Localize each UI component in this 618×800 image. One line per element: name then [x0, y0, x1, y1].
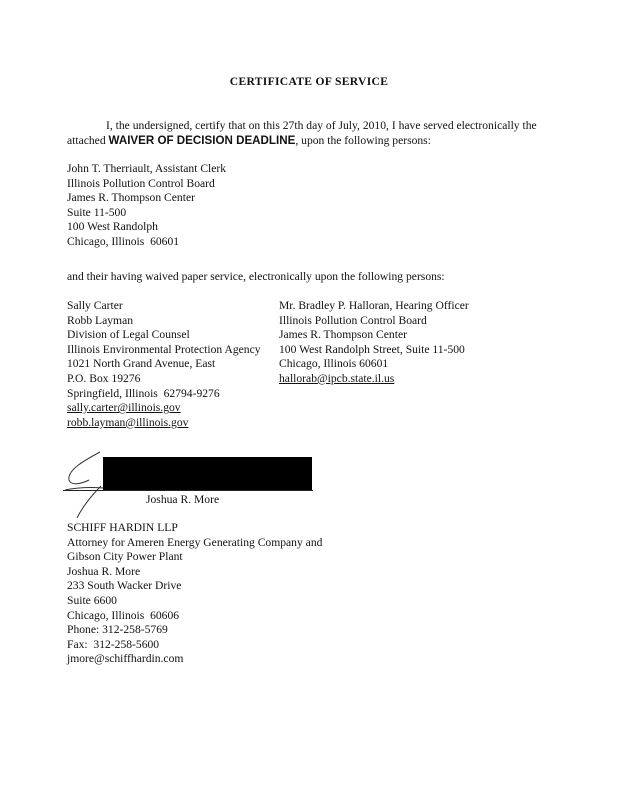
recipient-line: Sally Carter [67, 299, 123, 312]
recipient-line: Illinois Pollution Control Board [279, 313, 427, 327]
firm-line: Joshua R. More [67, 564, 141, 578]
recipient-line: Springfield, Illinois 62794-9276 [67, 386, 220, 400]
recipient-line: Division of Legal Counsel [67, 328, 190, 342]
recipient-line: P.O. Box 19276 [67, 371, 141, 385]
recipient-line: Chicago, Illinois 60601 [279, 357, 389, 371]
firm-line: Fax: 312-258-5600 [67, 637, 160, 651]
clerk-line: John T. Therriault, Assistant Clerk [67, 162, 227, 175]
firm-line: Chicago, Illinois 60606 [67, 608, 180, 622]
signer-name: Joshua R. More [146, 493, 220, 506]
email-link[interactable]: sally.carter@illinois.gov [67, 401, 181, 415]
firm-email[interactable]: jmore@schiffhardin.com [67, 652, 184, 666]
recipient-left [67, 299, 261, 430]
firm-line: Gibson City Power Plant [67, 550, 183, 564]
firm-line: Phone: 312-258-5769 [67, 623, 168, 637]
firm-address [67, 521, 322, 667]
clerk-line: James R. Thompson Center [67, 191, 195, 205]
clerk-address [67, 162, 226, 250]
email-link[interactable]: hallorab@ipcb.state.il.us [279, 371, 395, 385]
clerk-line: Suite 11-500 [67, 205, 127, 219]
firm-line: SCHIFF HARDIN LLP [67, 521, 178, 534]
recipient-line: 100 West Randolph Street, Suite 11-500 [279, 342, 465, 356]
clerk-line: 100 West Randolph [67, 220, 158, 234]
redacted-signature [103, 457, 312, 490]
clerk-line: Illinois Pollution Control Board [67, 176, 215, 190]
recipient-line: Illinois Environmental Protection Agency [67, 342, 261, 356]
firm-line: Suite 6600 [67, 593, 117, 607]
document-name: WAIVER OF DECISION DEADLINE [108, 133, 296, 147]
signature-line [63, 490, 313, 491]
recipient-line: Mr. Bradley P. Halloran, Hearing Officer [279, 299, 469, 312]
clerk-line: Chicago, Illinois 60601 [67, 234, 180, 248]
waived-service-text: and their having waived paper service, electronically upon the following persons: [67, 270, 445, 283]
recipient-right [279, 299, 469, 387]
intro-paragraph [67, 119, 547, 148]
intro-text-after: , upon the following persons: [295, 133, 431, 147]
recipient-line: James R. Thompson Center [279, 328, 407, 342]
email-link[interactable]: robb.layman@illinois.gov [67, 415, 189, 429]
document-title: CERTIFICATE OF SERVICE [229, 75, 389, 88]
firm-line: Attorney for Ameren Energy Generating Company and [67, 535, 323, 549]
intro-text-before: I, the undersigned, certify that on this 27th day of July, 2010, I have served electronically the attached [67, 119, 537, 147]
firm-line: 233 South Wacker Drive [67, 579, 182, 593]
recipient-line: Robb Layman [67, 313, 134, 327]
recipient-line: 1021 North Grand Avenue, East [67, 357, 216, 371]
